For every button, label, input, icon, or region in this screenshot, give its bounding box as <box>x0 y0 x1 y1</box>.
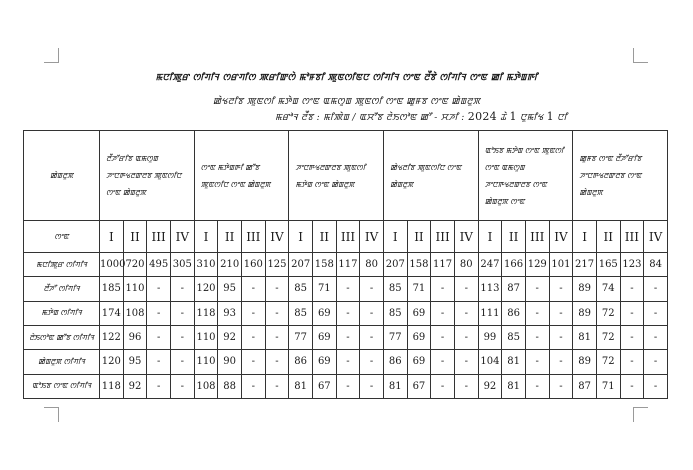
year-label: ꯆꯍꯤ : <box>440 113 465 123</box>
table-cell: 85 <box>502 325 526 349</box>
level-header-1: I <box>194 221 218 253</box>
row-label: ꯃꯅꯤꯄꯨꯔ ꯁꯤꯚꯤꯜ <box>24 253 100 277</box>
table-cell: 72 <box>596 350 620 374</box>
table-row <box>24 253 668 277</box>
table-cell: - <box>241 374 265 398</box>
table-cell: - <box>265 325 289 349</box>
crop-mark-bottom-right <box>633 407 648 422</box>
table-cell: 81 <box>289 374 313 398</box>
table-cell: - <box>620 325 644 349</box>
table-cell: 81 <box>502 374 526 398</box>
level-header-2: II <box>407 221 431 253</box>
table-cell: - <box>336 301 360 325</box>
level-header-1: I <box>573 221 597 253</box>
group-header-row <box>24 131 668 221</box>
table-cell: 86 <box>502 301 526 325</box>
group-header-3: ꯍꯦꯅꯒꯠꯂꯛꯂꯕ ꯄꯨꯟꯁꯤ ꯃꯇꯥꯡ ꯁꯦꯟ ꯀꯥꯡꯂꯨꯞ <box>289 131 384 221</box>
date-prefix: ꯃꯔꯣꯜ ꯂꯩꯕ : ꯃꯤꯄꯥꯡ / ꯑꯆꯧꯕ ꯂꯥꯏꯁꯣꯟ ꯀꯧ - <box>275 113 438 123</box>
table-cell: - <box>431 277 455 301</box>
table-cell: - <box>170 350 194 374</box>
table-cell: 210 <box>218 253 242 277</box>
month-value: 1 <box>509 110 517 123</box>
table-cell: 71 <box>312 277 336 301</box>
table-cell: - <box>549 350 573 374</box>
table-cell: - <box>644 374 668 398</box>
table-cell: - <box>336 325 360 349</box>
table-cell: 207 <box>289 253 313 277</box>
table-cell: 247 <box>478 253 502 277</box>
table-cell: 123 <box>620 253 644 277</box>
table-cell: 160 <box>241 253 265 277</box>
table-cell: 120 <box>100 350 124 374</box>
level-header-3: III <box>431 221 455 253</box>
table-cell: - <box>265 374 289 398</box>
table-cell: - <box>549 277 573 301</box>
level-header-4: IV <box>549 221 573 253</box>
table-cell: 85 <box>383 277 407 301</box>
table-cell: 69 <box>312 350 336 374</box>
table-cell: 720 <box>123 253 147 277</box>
table-cell: 158 <box>312 253 336 277</box>
table-cell: 96 <box>123 325 147 349</box>
table-cell: - <box>454 374 478 398</box>
table-cell: - <box>360 350 384 374</box>
table-cell: - <box>620 277 644 301</box>
table-cell: - <box>620 301 644 325</box>
crop-mark-top-right <box>633 48 648 63</box>
table-cell: 185 <box>100 277 124 301</box>
table-cell: 1000 <box>100 253 124 277</box>
row-label: ꯂꯩꯍꯧ ꯁꯤꯚꯤꯜ <box>24 277 100 301</box>
table-cell: 71 <box>407 277 431 301</box>
table-cell: 90 <box>218 350 242 374</box>
year-value: 2024 <box>467 110 497 123</box>
day-suffix: ꯅꯤ <box>557 113 568 123</box>
allocation-table <box>23 130 668 399</box>
table-cell: 89 <box>573 277 597 301</box>
table-cell: 207 <box>383 253 407 277</box>
table-cell: 77 <box>289 325 313 349</box>
table-cell: 85 <box>383 301 407 325</box>
table-cell: - <box>644 301 668 325</box>
document-subtitle: ꯀꯥꯠꯂꯤꯕ ꯄꯨꯟꯁꯤ ꯃꯇꯥꯡ ꯁꯦꯟ ꯑꯃꯁꯨꯡ ꯄꯨꯟꯁꯤ ꯁꯦꯟ ꯀꯨꯝꯕ ꯁꯦꯟ ꯀꯥꯡꯂꯨꯞ <box>212 97 481 107</box>
table-cell: 217 <box>573 253 597 277</box>
table-cell: 72 <box>596 325 620 349</box>
table-cell: 69 <box>312 301 336 325</box>
table-cell: 120 <box>194 277 218 301</box>
table-cell: - <box>431 350 455 374</box>
table-cell: - <box>525 374 549 398</box>
table-cell: 117 <box>431 253 455 277</box>
row-label: ꯂꯥꯏꯁꯣꯟ ꯀꯧꯕ ꯁꯤꯚꯤꯜ <box>24 325 100 349</box>
table-cell: - <box>525 325 549 349</box>
table-cell: 118 <box>100 374 124 398</box>
table-cell: - <box>620 374 644 398</box>
table-cell: 495 <box>147 253 171 277</box>
group-header-5: ꯑꯣꯏꯕ ꯃꯇꯥꯡ ꯁꯦꯟ ꯄꯨꯟꯁꯤ ꯁꯦꯟ ꯑꯃꯁꯨꯡ ꯍꯦꯅꯒꯠꯂꯛꯂꯕ ꯁꯦꯟ ꯀꯥꯡꯂꯨꯞ ꯁꯦꯟ <box>478 131 573 221</box>
group-header-4: ꯀꯥꯠꯂꯤꯕ ꯄꯨꯟꯁꯤꯅ ꯁꯦꯟ ꯀꯥꯡꯂꯨꯞ <box>383 131 478 221</box>
table-cell: - <box>147 374 171 398</box>
level-header-1: I <box>383 221 407 253</box>
table-cell: 129 <box>525 253 549 277</box>
table-cell: 92 <box>218 325 242 349</box>
table-cell: - <box>170 277 194 301</box>
table-cell: - <box>525 277 549 301</box>
group-header-1: ꯂꯩꯍꯧꯔꯤꯕ ꯑꯃꯁꯨꯡ ꯍꯦꯅꯒꯠꯂꯛꯂꯕ ꯄꯨꯟꯁꯤꯅ ꯁꯦꯟ ꯀꯥꯡꯂꯨꯞ <box>100 131 195 221</box>
table-cell: - <box>170 301 194 325</box>
table-cell: - <box>265 350 289 374</box>
level-header-1: I <box>100 221 124 253</box>
table-cell: - <box>360 277 384 301</box>
table-cell: 88 <box>218 374 242 398</box>
table-cell: 67 <box>407 374 431 398</box>
table-cell: - <box>170 374 194 398</box>
table-cell: 80 <box>454 253 478 277</box>
table-cell: - <box>265 277 289 301</box>
level-header-3: III <box>525 221 549 253</box>
roman-header-row <box>24 221 668 253</box>
group-header-2: ꯁꯦꯟ ꯃꯇꯥꯡꯒꯤ ꯀꯧꯕ ꯄꯨꯟꯁꯤꯅ ꯁꯦꯟ ꯀꯥꯡꯂꯨꯞ <box>194 131 289 221</box>
table-cell: - <box>147 325 171 349</box>
crop-mark-top-left <box>44 48 59 63</box>
table-cell: - <box>620 350 644 374</box>
table-cell: - <box>644 325 668 349</box>
table-cell: - <box>336 374 360 398</box>
level-header-2: II <box>218 221 242 253</box>
table-cell: 110 <box>194 350 218 374</box>
table-cell: 108 <box>123 301 147 325</box>
table-cell: 87 <box>502 277 526 301</box>
table-cell: 110 <box>194 325 218 349</box>
level-header-2: II <box>312 221 336 253</box>
table-cell: 93 <box>218 301 242 325</box>
table-cell: - <box>360 325 384 349</box>
table-cell: 81 <box>502 350 526 374</box>
table-cell: 108 <box>194 374 218 398</box>
level-header-3: III <box>241 221 265 253</box>
day-value: 1 <box>546 110 554 123</box>
table-cell: 87 <box>573 374 597 398</box>
level-header-3: III <box>147 221 171 253</box>
level-header-2: II <box>502 221 526 253</box>
table-cell: - <box>644 350 668 374</box>
table-row <box>24 350 668 374</box>
table-cell: 111 <box>478 301 502 325</box>
level-header-1: I <box>289 221 313 253</box>
table-cell: 84 <box>644 253 668 277</box>
row-label: ꯑꯣꯏꯕ ꯁꯦꯟ ꯁꯤꯚꯤꯜ <box>24 374 100 398</box>
table-cell: - <box>147 350 171 374</box>
table-cell: - <box>454 350 478 374</box>
table-cell: 85 <box>289 277 313 301</box>
table-cell: 174 <box>100 301 124 325</box>
table-cell: 81 <box>383 374 407 398</box>
level-header-1: I <box>478 221 502 253</box>
table-cell: 74 <box>596 277 620 301</box>
table-cell: 99 <box>478 325 502 349</box>
corner-header: ꯀꯥꯡꯂꯨꯞ <box>24 131 100 221</box>
table-cell: 95 <box>123 350 147 374</box>
table-cell: 118 <box>194 301 218 325</box>
level-header-4: IV <box>265 221 289 253</box>
table-cell: 166 <box>502 253 526 277</box>
table-cell: 113 <box>478 277 502 301</box>
date-line <box>275 110 567 123</box>
table-cell: 69 <box>407 325 431 349</box>
table-cell: 95 <box>218 277 242 301</box>
table-cell: - <box>525 350 549 374</box>
table-cell: 77 <box>383 325 407 349</box>
table-cell: 89 <box>573 301 597 325</box>
table-cell: 158 <box>407 253 431 277</box>
table-cell: - <box>360 301 384 325</box>
table-cell: - <box>454 277 478 301</box>
table-cell: 122 <box>100 325 124 349</box>
level-header-4: IV <box>360 221 384 253</box>
row-label: ꯃꯇꯥꯡ ꯁꯤꯚꯤꯜ <box>24 301 100 325</box>
document-title: ꯃꯅꯤꯄꯨꯔ ꯁꯤꯚꯤꯜ ꯁꯔꯚꯤꯁ ꯄꯔꯤꯛꯁꯥ ꯃꯣꯝꯕꯤ ꯄꯨꯟꯁꯤꯟꯅ ꯁꯤꯚꯤꯜ ꯁꯦꯟ ꯂꯩꯕꯥ ꯁꯤꯚꯤꯜ ꯁꯦꯟ ꯀꯤ ꯃꯇꯥꯡꯒꯤ <box>155 73 538 83</box>
table-cell: - <box>241 350 265 374</box>
day-label: ꯅꯨꯃꯤꯠ <box>519 113 544 123</box>
table-cell: - <box>644 277 668 301</box>
table-cell: 117 <box>336 253 360 277</box>
table-cell: - <box>431 325 455 349</box>
table-cell: 69 <box>407 350 431 374</box>
table-cell: - <box>454 325 478 349</box>
table-cell: 104 <box>478 350 502 374</box>
table-cell: 305 <box>170 253 194 277</box>
table-cell: - <box>525 301 549 325</box>
table-cell: - <box>549 301 573 325</box>
table-cell: - <box>241 277 265 301</box>
table-row <box>24 277 668 301</box>
table-cell: 165 <box>596 253 620 277</box>
level-header-3: III <box>336 221 360 253</box>
table-cell: 67 <box>312 374 336 398</box>
table-cell: - <box>454 301 478 325</box>
table-cell: 89 <box>573 350 597 374</box>
level-header-3: III <box>620 221 644 253</box>
table-cell: - <box>360 374 384 398</box>
table-cell: - <box>431 301 455 325</box>
table-row <box>24 325 668 349</box>
table-cell: - <box>336 350 360 374</box>
table-cell: - <box>147 301 171 325</box>
group-header-6: ꯀꯨꯝꯕ ꯁꯦꯟ ꯂꯩꯍꯧꯔꯤꯕ ꯍꯦꯅꯒꯠꯂꯛꯂꯕ ꯁꯦꯟ ꯀꯥꯡꯂꯨꯞ <box>573 131 668 221</box>
table-row <box>24 301 668 325</box>
table-cell: 69 <box>407 301 431 325</box>
table-cell: - <box>241 325 265 349</box>
table-cell: - <box>549 325 573 349</box>
table-cell: 101 <box>549 253 573 277</box>
table-cell: 71 <box>596 374 620 398</box>
table-cell: 125 <box>265 253 289 277</box>
table-cell: 92 <box>123 374 147 398</box>
row-header-label: ꯁꯦꯟ <box>24 221 100 253</box>
table-cell: 110 <box>123 277 147 301</box>
table-cell: - <box>241 301 265 325</box>
crop-mark-bottom-left <box>44 407 59 422</box>
table-cell: 310 <box>194 253 218 277</box>
table-cell: - <box>265 301 289 325</box>
table-cell: - <box>336 277 360 301</box>
table-cell: 69 <box>312 325 336 349</box>
table-cell: - <box>170 325 194 349</box>
level-header-4: IV <box>454 221 478 253</box>
table-cell: 85 <box>289 301 313 325</box>
table-cell: 86 <box>383 350 407 374</box>
table-cell: 81 <box>573 325 597 349</box>
table-cell: 72 <box>596 301 620 325</box>
table-cell: - <box>549 374 573 398</box>
table-cell: 92 <box>478 374 502 398</box>
table-cell: - <box>431 374 455 398</box>
level-header-4: IV <box>644 221 668 253</box>
level-header-2: II <box>596 221 620 253</box>
table-row <box>24 374 668 398</box>
month-label: ꯊꯥ <box>500 113 507 123</box>
table-cell: 86 <box>289 350 313 374</box>
table-cell: 80 <box>360 253 384 277</box>
table-cell: - <box>147 277 171 301</box>
level-header-2: II <box>123 221 147 253</box>
level-header-4: IV <box>170 221 194 253</box>
row-label: ꯀꯥꯡꯂꯨꯞ ꯁꯤꯚꯤꯜ <box>24 350 100 374</box>
